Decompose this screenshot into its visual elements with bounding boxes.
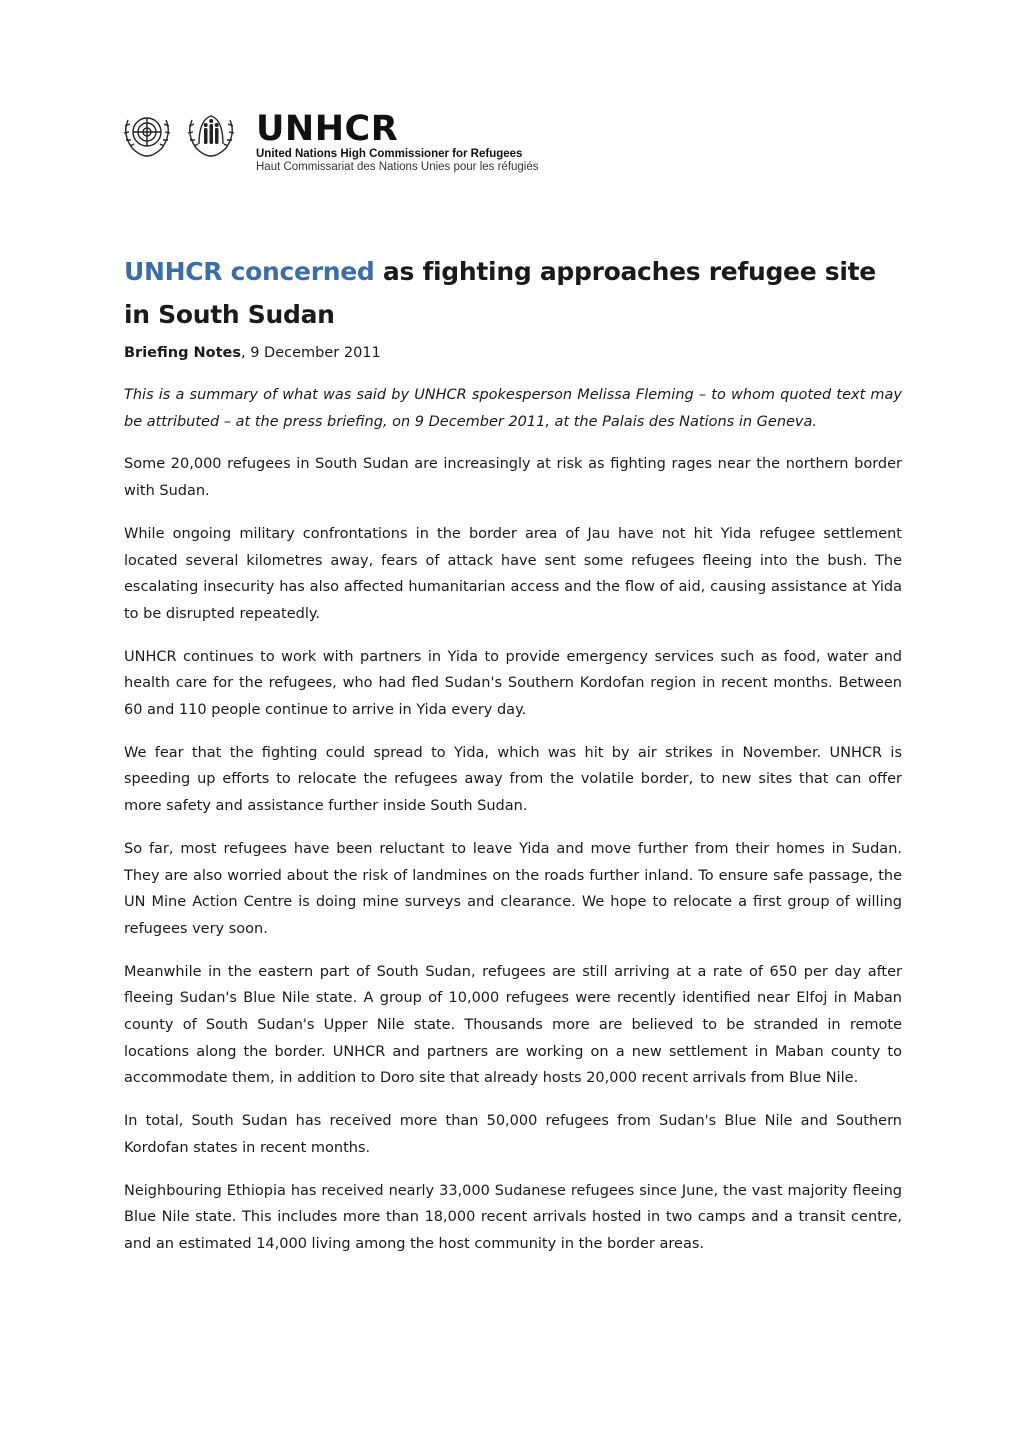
article-title xyxy=(124,250,902,336)
unhcr-emblem-icon xyxy=(182,108,240,160)
logo-name-fr: Haut Commissariat des Nations Unies pour les réfugiés xyxy=(256,161,539,173)
logo-wordmark: UNHCR xyxy=(256,109,399,149)
paragraph: We fear that the fighting could spread to Yida, which was hit by air strikes in November. UNHCR is speeding up efforts to relocate the refugees away from the volatile border, to new sites that can offer more safety and assistance further inside South Sudan. xyxy=(124,744,902,815)
paragraph: Neighbouring Ethiopia has received nearly 33,000 Sudanese refugees since June, the vast majority fleeing Blue Nile state. This includes more than 18,000 recent arrivals hosted in two camps and a transit centre, and an estimated 14,000 living among the host community in the border areas. xyxy=(124,1182,902,1252)
title-rest: as fighting approaches refugee site in South Sudan xyxy=(124,257,876,329)
un-emblem-icon xyxy=(118,108,176,160)
article-body xyxy=(124,250,902,1258)
logo-text xyxy=(256,109,539,174)
meta-date: , 9 December 2011 xyxy=(241,345,381,361)
unhcr-logo xyxy=(118,108,539,174)
title-accent: UNHCR concerned xyxy=(124,257,375,286)
paragraph: UNHCR continues to work with partners in Yida to provide emergency services such as food, water and health care for the refugees, who had fled Sudan's Southern Kordofan region in recent months. Between 60 and 110 people continue to arrive in Yida every day. xyxy=(124,648,902,719)
briefing-meta xyxy=(124,340,902,367)
paragraph: While ongoing military confrontations in the border area of Jau have not hit Yida refugee settlement located several kilometres away, fears of attack have sent some refugees fleeing into the bush. The escalating insecurity has also affected humanitarian access and the flow of aid, causing assistance at Yida to be disrupted repeatedly. xyxy=(124,525,902,622)
paragraph: So far, most refugees have been reluctant to leave Yida and move further from their homes in Sudan. They are also worried about the risk of landmines on the roads further inland. To ensure safe passage, the UN Mine Action Centre is doing mine surveys and clearance. We hope to relocate a first group of willing refugees very soon. xyxy=(124,840,902,937)
logo-name-en: United Nations High Commissioner for Refugees xyxy=(256,148,523,160)
paragraph: Meanwhile in the eastern part of South Sudan, refugees are still arriving at a rate of 650 per day after fleeing Sudan's Blue Nile state. A group of 10,000 refugees were recently identified near Elfoj in Maban county of South Sudan's Upper Nile state. Thousands more are believed to be stranded in remote locations along the border. UNHCR and partners are working on a new settlement in Maban county to accommodate them, in addition to Doro site that already hosts 20,000 recent arrivals from Blue Nile. xyxy=(124,963,902,1087)
paragraph: Some 20,000 refugees in South Sudan are increasingly at risk as fighting rages near the northern border with Sudan. xyxy=(124,456,902,500)
paragraph: In total, South Sudan has received more than 50,000 refugees from Sudan's Blue Nile and Southern Kordofan states in recent months. xyxy=(124,1113,902,1156)
meta-label: Briefing Notes xyxy=(124,345,241,361)
intro-paragraph: This is a summary of what was said by UNHCR spokesperson Melissa Fleming – to whom quoted text may be attributed – at the press briefing, on 9 December 2011, at the Palais des Nations in Geneva. xyxy=(124,387,902,430)
